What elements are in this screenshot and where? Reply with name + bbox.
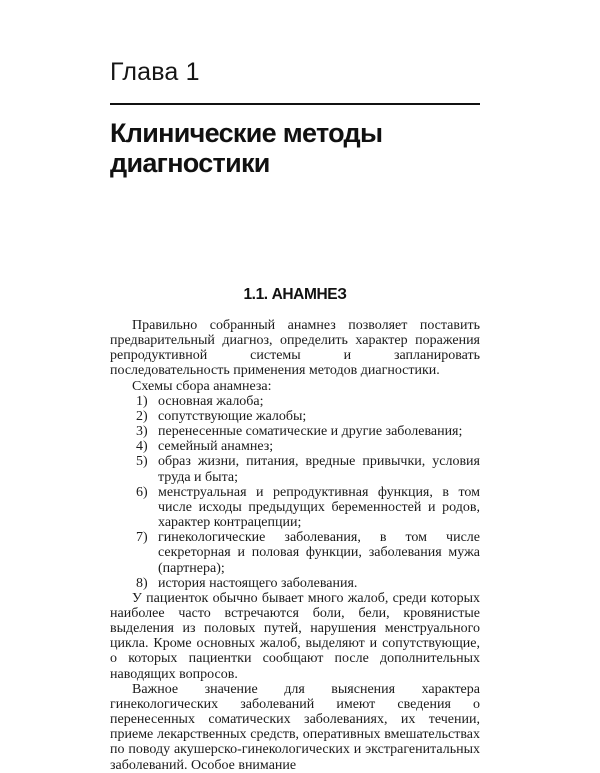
list-item-number: 7) — [136, 530, 148, 546]
paragraph-intro: Правильно собранный анамнез позволяет поставить предварительный диагноз, определить характер поражения репродуктивной системы и запланировать последовательность применения методов диагностики. — [110, 318, 480, 379]
list-item-text: образ жизни, питания, вредные привычки, условия труда и быта; — [158, 454, 480, 485]
history-scheme-list — [110, 394, 480, 591]
chapter-divider — [110, 103, 480, 105]
paragraph-complaints: У пациенток обычно бывает много жалоб, среди которых наиболее часто встречаются боли, бели, кровянистые выделения из половых путей, нарушения менструального цикла. Кроме основных жалоб, выделяют и сопутствующие, о которых пациентки сообщают после дополнительных наводящих вопросов. — [110, 590, 480, 682]
list-item-text: менструальная и репродуктивная функция, в том числе исходы предыдущих беременностей и родов, характер контрацепции; — [158, 484, 480, 531]
list-item-number: 6) — [136, 484, 148, 500]
chapter-label: Глава 1 — [110, 58, 200, 86]
chapter-title: Клинические методы диагностики — [110, 118, 383, 178]
list-item-text: перенесенные соматические и другие заболевания; — [158, 424, 463, 440]
body-text — [110, 318, 480, 773]
list-item — [110, 439, 480, 454]
list-item-text: история настоящего заболевания. — [158, 575, 358, 591]
section-heading: 1.1. АНАМНЕЗ — [243, 286, 347, 303]
list-item-number: 4) — [136, 439, 148, 455]
list-item — [110, 530, 480, 575]
list-item-text: семейный анамнез; — [158, 439, 274, 455]
list-item-number: 1) — [136, 393, 148, 409]
list-item-text: гинекологические заболевания, в том числе секреторная и половая функции, заболевания мужа (партнера); — [158, 530, 480, 576]
list-item — [110, 394, 480, 409]
list-item — [110, 485, 480, 530]
list-item — [110, 454, 480, 484]
list-item-number: 8) — [136, 575, 148, 591]
paragraph-schemes-intro: Схемы сбора анамнеза: — [132, 378, 272, 394]
list-item — [110, 576, 480, 591]
list-item — [110, 409, 480, 424]
list-item-text: сопутствующие жалобы; — [158, 408, 307, 424]
list-item — [110, 424, 480, 439]
list-item-number: 3) — [136, 424, 148, 440]
list-item-number: 2) — [136, 408, 148, 424]
list-item-text: основная жалоба; — [158, 393, 264, 409]
list-item-number: 5) — [136, 454, 148, 470]
paragraph-importance: Важное значение для выяснения характера гинекологических заболеваний имеют сведения о перенесенных соматических заболеваниях, их течении, приеме лекарственных средств, оперативных вмешательствах по поводу акушерско-гинекологических и экстрагенитальных заболеваний. Особое внимание — [110, 681, 480, 773]
